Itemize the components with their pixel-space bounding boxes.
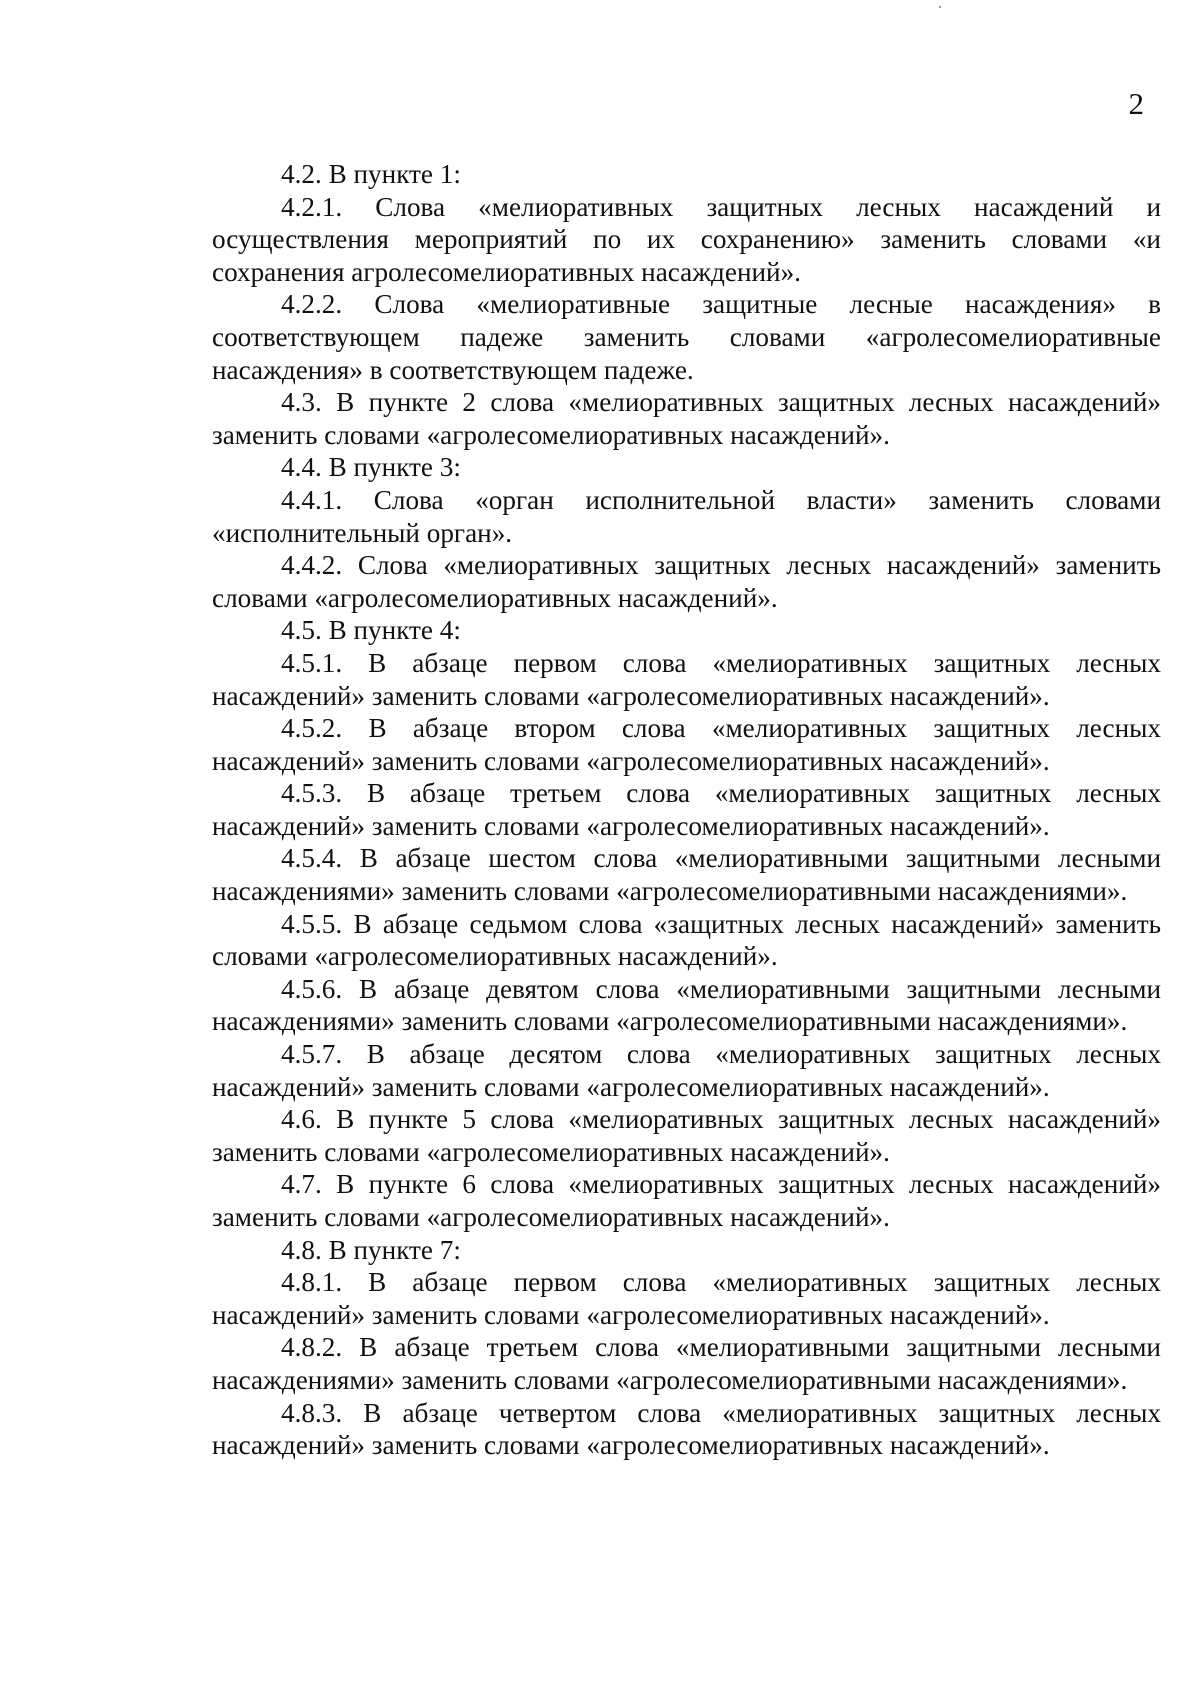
paragraph-4-8-3: 4.8.3. В абзаце четвертом слова «мелиоративных защитных лесных насаждений» заменить словами «агролесомелиоративных насаждений». bbox=[212, 1397, 1161, 1461]
page-number: 2 bbox=[1128, 86, 1144, 121]
paragraph-4-5-2: 4.5.2. В абзаце втором слова «мелиоративных защитных лесных насаждений» заменить словами «агролесомелиоративных насаждений». bbox=[212, 713, 1161, 776]
paragraph-4-3: 4.3. В пункте 2 слова «мелиоративных защитных лесных насаждений» заменить словами «агролесомелиоративных насаждений». bbox=[212, 387, 1161, 450]
paragraph-4-2-2: 4.2.2. Слова «мелиоративные защитные лесные насаждения» в соответствующем падеже заменить словами «агролесомелиоративные насаждения» в соответствующем падеже. bbox=[212, 289, 1161, 385]
paragraph-4-2-1: 4.2.1. Слова «мелиоративных защитных лесных насаждений и осуществления мероприятий по их сохранению» заменить словами «и сохранения агролесомелиоративных насаждений». bbox=[212, 191, 1161, 287]
paragraph-4-5-1: 4.5.1. В абзаце первом слова «мелиоративных защитных лесных насаждений» заменить словами «агролесомелиоративных насаждений». bbox=[212, 647, 1161, 711]
scan-speck bbox=[939, 6, 941, 8]
paragraph-4-8-1: 4.8.1. В абзаце первом слова «мелиоративных защитных лесных насаждений» заменить словами «агролесомелиоративных насаждений». bbox=[212, 1267, 1161, 1330]
paragraph-4-5: 4.5. В пункте 4: bbox=[281, 615, 461, 646]
paragraph-4-4: 4.4. В пункте 3: bbox=[281, 452, 461, 483]
paragraph-4-5-7: 4.5.7. В абзаце десятом слова «мелиоративных защитных лесных насаждений» заменить словами «агролесомелиоративных насаждений». bbox=[212, 1039, 1161, 1102]
paragraph-4-5-6: 4.5.6. В абзаце девятом слова «мелиоративными защитными лесными насаждениями» заменить словами «агролесомелиоративными насаждениями». bbox=[212, 973, 1161, 1037]
paragraph-4-5-4: 4.5.4. В абзаце шестом слова «мелиоративными защитными лесными насаждениями» заменить словами «агролесомелиоративными насаждениями». bbox=[212, 843, 1161, 907]
paragraph-4-8-2: 4.8.2. В абзаце третьем слова «мелиоративными защитными лесными насаждениями» заменить словами «агролесомелиоративными насаждениями». bbox=[212, 1332, 1161, 1395]
paragraph-4-4-2: 4.4.2. Слова «мелиоративных защитных лесных насаждений» заменить словами «агролесомелиоративных насаждений». bbox=[212, 550, 1161, 613]
paragraph-4-6: 4.6. В пункте 5 слова «мелиоративных защитных лесных насаждений» заменить словами «агролесомелиоративных насаждений». bbox=[212, 1104, 1161, 1167]
paragraph-4-5-3: 4.5.3. В абзаце третьем слова «мелиоративных защитных лесных насаждений» заменить словами «агролесомелиоративных насаждений». bbox=[212, 778, 1161, 841]
paragraph-4-7: 4.7. В пункте 6 слова «мелиоративных защитных лесных насаждений» заменить словами «агролесомелиоративных насаждений». bbox=[212, 1169, 1161, 1232]
document-body bbox=[212, 158, 1161, 1462]
paragraph-4-5-5: 4.5.5. В абзаце седьмом слова «защитных лесных насаждений» заменить словами «агролесомелиоративных насаждений». bbox=[212, 908, 1161, 972]
paragraph-4-8: 4.8. В пункте 7: bbox=[281, 1234, 461, 1265]
paragraph-4-2: 4.2. В пункте 1: bbox=[281, 159, 461, 189]
paragraph-4-4-1: 4.4.1. Слова «орган исполнительной власти» заменить словами «исполнительный орган». bbox=[212, 484, 1161, 548]
